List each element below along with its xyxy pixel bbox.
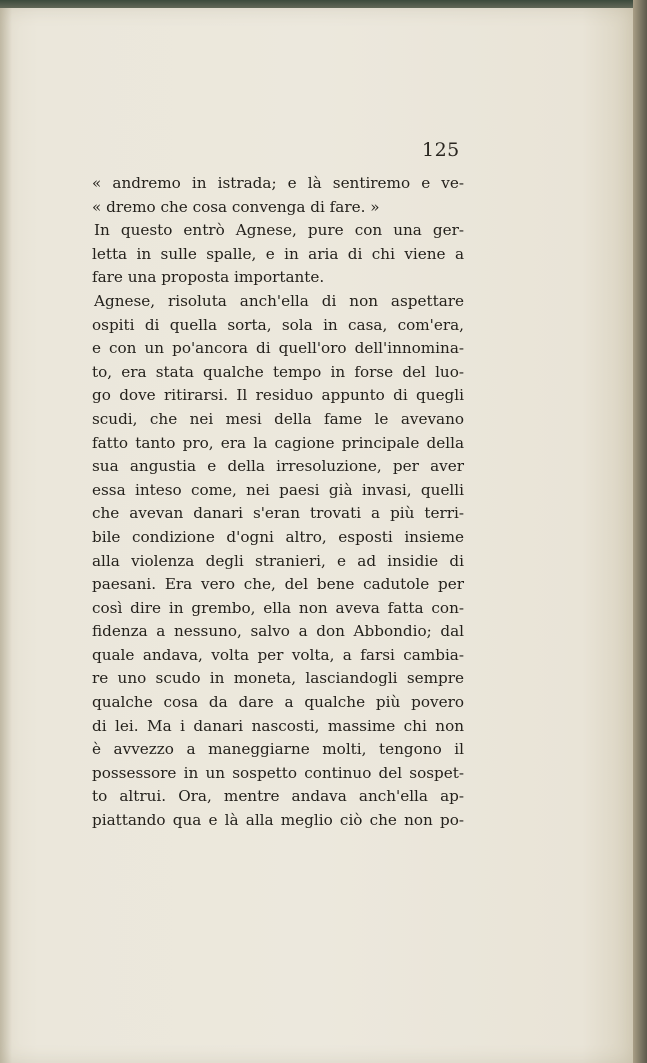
- text-line: possessore in un sospetto continuo del sospet-: [92, 763, 464, 782]
- book-page-edges: [633, 0, 647, 1063]
- text-line: letta in sulle spalle, e in aria di chi viene a: [92, 244, 464, 263]
- text-line: di lei. Ma i danari nascosti, massime chi non: [92, 716, 464, 735]
- text-line: « dremo che cosa convenga di fare. »: [92, 197, 380, 216]
- text-line: è avvezzo a maneggiarne molti, tengono il: [92, 740, 464, 759]
- text-line: e con un po'ancora di quell'oro dell'innomina-: [92, 339, 464, 358]
- text-line: piattando qua e là alla meglio ciò che non po-: [92, 811, 464, 830]
- gutter-shadow: [0, 8, 12, 1063]
- text-line: bile condizione d'ogni altro, esposti insieme: [92, 527, 464, 546]
- text-line: sua angustia e della irresoluzione, per aver: [92, 457, 464, 476]
- text-line: Agnese, risoluta anch'ella di non aspettare: [94, 291, 464, 310]
- text-line: In questo entrò Agnese, pure con una ger-: [94, 221, 464, 240]
- text-line: paesani. Era vero che, del bene cadutole per: [92, 575, 464, 594]
- text-line: to, era stata qualche tempo in forse del luo-: [92, 362, 464, 381]
- text-line: che avevan danari s'eran trovati a più terri-: [92, 504, 464, 523]
- text-line: re uno scudo in moneta, lasciandogli sempre: [92, 669, 464, 688]
- text-line: fare una proposta importante.: [92, 268, 325, 287]
- page-number: 125: [422, 139, 460, 161]
- text-line: ospiti di quella sorta, sola in casa, com'era,: [92, 315, 464, 334]
- text-line: fidenza a nessuno, salvo a don Abbondio; dal: [92, 622, 464, 641]
- page-text: [92, 172, 464, 833]
- text-line: essa inteso come, nei paesi già invasi, quelli: [92, 480, 464, 499]
- text-line: fatto tanto pro, era la cagione principale della: [92, 433, 464, 452]
- text-line: scudi, che nei mesi della fame le avevano: [92, 409, 464, 428]
- text-line: quale andava, volta per volta, a farsi cambia-: [92, 645, 464, 664]
- text-line: così dire in grembo, ella non aveva fatta con-: [92, 598, 464, 617]
- text-line: alla violenza degli stranieri, e ad insidie di: [92, 551, 464, 570]
- text-line: to altrui. Ora, mentre andava anch'ella ap-: [92, 787, 464, 806]
- text-line: qualche cosa da dare a qualche più povero: [92, 693, 464, 712]
- text-line: « andremo in istrada; e là sentiremo e ve-: [92, 174, 464, 192]
- text-line: go dove ritirarsi. Il residuo appunto di quegli: [92, 386, 464, 405]
